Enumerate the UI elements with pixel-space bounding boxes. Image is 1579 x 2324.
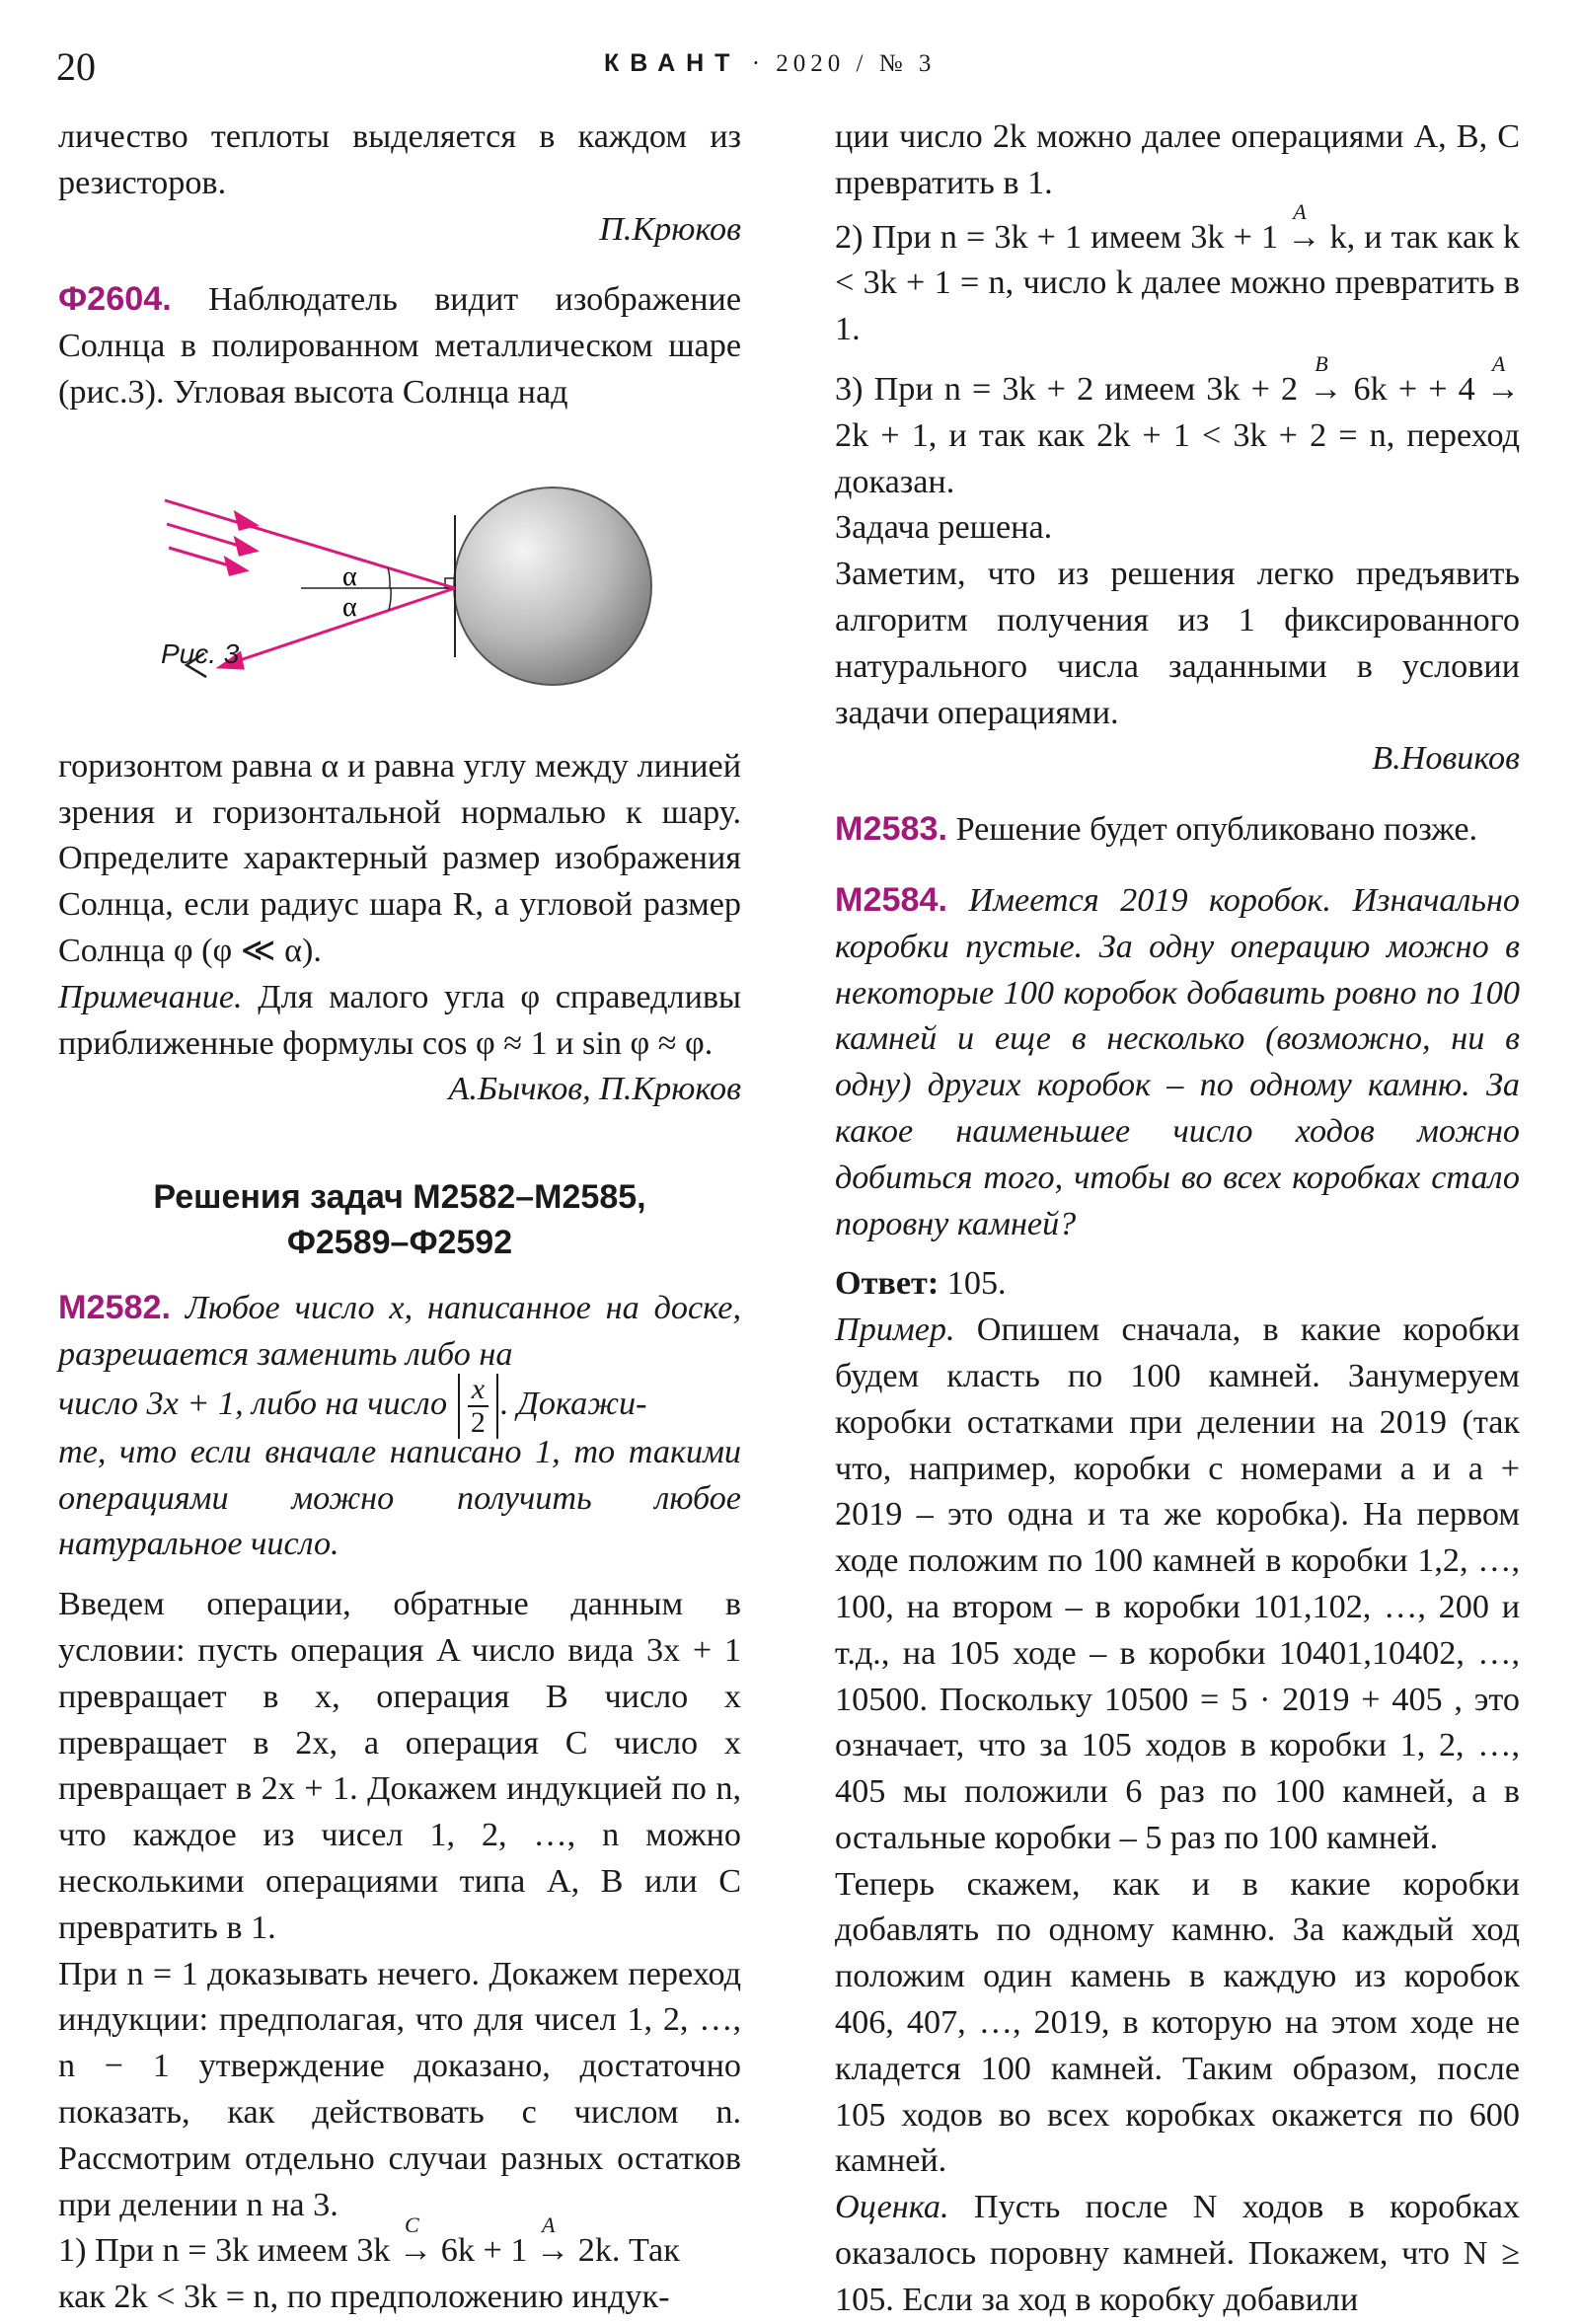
example-label: Пример. xyxy=(835,1312,955,1349)
problem-f2604 xyxy=(58,276,741,415)
alpha-label-upper: α xyxy=(342,561,357,592)
arrow-op: B → xyxy=(1309,367,1342,413)
paragraph: личество теплоты выделяется в каждом из резисторов. xyxy=(58,118,741,201)
answer-value: 105. xyxy=(946,1265,1007,1303)
problem-text: . Докажи- xyxy=(500,1385,647,1422)
angle-arc-lower xyxy=(389,588,391,610)
angle-arc-upper xyxy=(388,567,390,588)
author-signature: А.Бычков, П.Крюков xyxy=(448,1071,741,1108)
problem-label: М2582. xyxy=(58,1289,172,1327)
paragraph: Введем операции, обратные данным в условии: пусть операция A число вида 3x + 1 превращает в x, операция B число x превращает в 2x, а операция C число x превращает в 2x + 1. Докажем индукцией по n, что каждое из чисел 1, 2, …, n можно несколькими операциями типа A, B или C превратить в 1. xyxy=(58,1586,741,1946)
paragraph: При n = 1 доказывать нечего. Докажем переход индукции: предполагая, что для чисел 1, 2, …, n − 1 утверждение доказано, достаточно показать, как действовать с числом n. Рассмотрим отдельно случаи разных остатков при делении n на 3. xyxy=(58,1955,741,2223)
section-title-line-1: Решения задач М2582–М2585, xyxy=(153,1178,646,1217)
problem-text: Наблюдатель видит изображение Солнца в полированном металлическом шаре (рис.3). Угловая высота Солнца над xyxy=(58,281,741,411)
case-text: 6k + + 4 xyxy=(1353,370,1486,408)
arrow-label: A xyxy=(1293,198,1307,224)
arrow-op: C → xyxy=(399,2228,432,2275)
arrow-op: A → xyxy=(1486,367,1520,413)
case-text: 1) При n = 3k имеем 3k xyxy=(58,2232,400,2270)
fraction-denominator: 2 xyxy=(470,1405,486,1439)
paragraph: Заметим, что из решения легко предъявить алгоритм получения из 1 фиксированного натурального числа заданными в условии задачи операциями. xyxy=(835,556,1520,731)
problem-text: Любое число x, написанное на доске, разрешается заменить либо на xyxy=(58,1290,741,1373)
problem-label: Ф2604. xyxy=(58,280,172,319)
arrow-label: C xyxy=(405,2212,419,2238)
problem-text: Имеется 2019 коробок. Изначально коробки пустые. За одну операцию можно в некоторые 100 коробок добавить ровно по 100 камней и еще в несколько (возможно, ни в одну) других коробок – по одному камню. За какое наименьшее число ходов можно добиться того, чтобы во всех коробках стало поровну камней? xyxy=(835,881,1521,1242)
figure-3 xyxy=(58,422,741,718)
paragraph: горизонтом равна α и равна углу между линией зрения и горизонтальной нормалью к шару. Определите характерный размер изображения Солнца, если радиус шара R, а угловой размер Солнца φ (φ ≪ α). xyxy=(58,747,741,969)
section-title-line-2: Ф2589–Ф2592 xyxy=(286,1224,513,1262)
journal-title: КВАНТ xyxy=(604,49,741,77)
paragraph-case-2 xyxy=(835,198,1521,353)
answer xyxy=(835,1261,1520,1308)
arrow-label: A xyxy=(1491,350,1506,376)
right-column xyxy=(835,114,1520,2324)
estimate-text: Пусть после N ходов в коробках оказалось поровну камней. Покажем, что N ≥ 105. Если за ход в коробку добавили xyxy=(835,2189,1520,2318)
left-column xyxy=(58,114,741,2321)
paragraph: как 2k < 3k = n, по предположению индук- xyxy=(58,2279,670,2316)
case-text: 2k + 1, и так как 2k + 1 < 3k + 2 = n, переход доказан. xyxy=(835,416,1520,500)
case-text: 2k. Так xyxy=(577,2232,680,2270)
case-text: 2) При n = 3k + 1 имеем 3k + 1 xyxy=(835,218,1288,256)
section-title xyxy=(58,1174,741,1265)
paragraph: ции число 2k можно далее операциями A, B, C превратить в 1. xyxy=(835,118,1520,201)
example xyxy=(835,1308,1520,1862)
author-signature: В.Новиков xyxy=(1372,740,1520,778)
problem-m2583 xyxy=(835,806,1520,854)
note xyxy=(58,975,741,1068)
problem-text: число 3x + 1, либо на число xyxy=(58,1385,448,1422)
answer-label: Ответ: xyxy=(835,1265,940,1303)
arrow-label: A xyxy=(541,2212,556,2238)
case-text: k, и так как k < 3k + 1 = n, число k далее можно превратить в 1. xyxy=(835,218,1521,348)
estimate xyxy=(835,2185,1520,2323)
case-text: 6k + 1 xyxy=(440,2232,536,2270)
metal-sphere xyxy=(454,487,651,685)
note-label: Примечание. xyxy=(58,978,243,1015)
arrow-op: A → xyxy=(1287,215,1320,262)
problem-text: Решение будет опубликовано позже. xyxy=(955,811,1478,849)
paragraph: Теперь скажем, как и в какие коробки добавлять по одному камню. За каждый ход положим один камень в каждую из коробок 406, 407, …, 2019, в которую на этом ходе не кладется 100 камней. Таким образом, после 105 ходов во всех коробках окажется по 600 камней. xyxy=(835,1865,1520,2180)
example-text: Опишем сначала, в какие коробки будем класть по 100 камней. Занумеруем коробки остатками при делении на 2019 (так что, например, коробки с номерами a и a + 2019 – это одна и та же коробка). На первом ходе положим по 100 камней в коробки 1,2, …, 100, на втором – в коробки 101,102, …, 200 и т.д., на 105 ходе – в коробки 10401,10402, …, 10500. Поскольку 10500 = 5 · 2019 + 405 , это означает, что за 105 ходов в коробки 1, 2, …, 405 мы положили 6 раз по 100 камней, а в остальные коробки – 5 раз по 100 камней. xyxy=(835,1312,1520,1856)
reflected-ray xyxy=(220,588,455,668)
arrow-op: A → xyxy=(536,2228,569,2275)
paragraph-case-1 xyxy=(58,2212,741,2275)
journal-issue: 2020 / № 3 xyxy=(776,50,937,77)
sun-rays xyxy=(165,500,455,588)
case-text: 3) При n = 3k + 2 имеем 3k + 2 xyxy=(835,370,1310,408)
figure-caption: Рис. 3 xyxy=(161,637,240,669)
paragraph: Задача решена. xyxy=(835,509,1053,547)
problem-label: М2584. xyxy=(835,880,948,919)
fraction-numerator: x xyxy=(468,1374,489,1407)
page-number: 20 xyxy=(56,44,96,89)
header-separator: · xyxy=(751,50,766,77)
paragraph-case-3 xyxy=(835,350,1521,505)
problem-m2584 xyxy=(835,877,1520,1247)
problem-text: те, что если вначале написано 1, то такими операциями можно получить любое натуральное число. xyxy=(58,1433,741,1563)
problem-label: М2583. xyxy=(835,810,948,849)
journal-header xyxy=(604,49,936,78)
note-text: Для малого угла φ справедливы приближенные формулы cos φ ≈ 1 и sin φ ≈ φ. xyxy=(58,978,742,1062)
author-signature: П.Крюков xyxy=(599,210,741,248)
estimate-label: Оценка. xyxy=(835,2189,949,2226)
arrow-label: B xyxy=(1315,350,1328,376)
alpha-label-lower: α xyxy=(342,591,357,623)
